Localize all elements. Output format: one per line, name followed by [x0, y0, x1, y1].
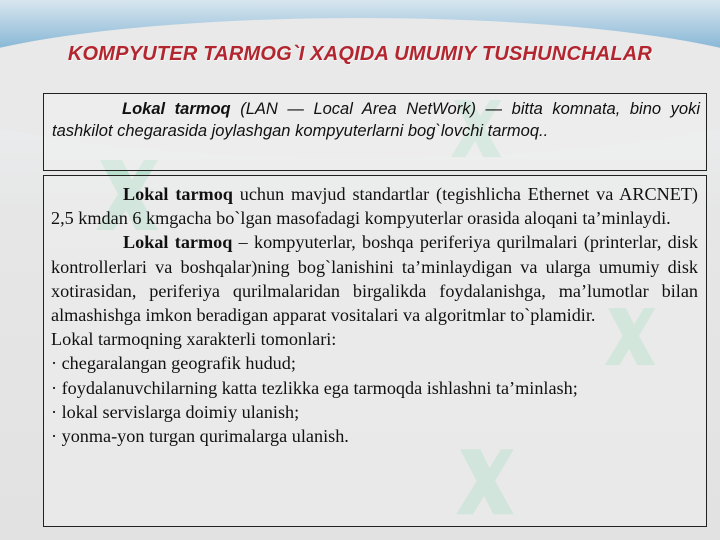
content-box	[43, 175, 707, 527]
paragraph-text: – kompyuterlar, boshqa periferiya qurilmalari (printerlar, disk kontrollerlari va boshqalar)ning bog`lanishini ta’minlaydigan va ularga umumiy disk xotirasidan, periferiya qurilmalaridan birgalikda foydalanishga, ma’lumotlar bilan almashishga imkon beradigan apparat vositalari va algoritmlar to`plamidir.	[51, 232, 698, 326]
definition-box	[43, 93, 707, 171]
paragraph-standards	[51, 182, 698, 230]
definition-text: (LAN — Local Area NetWork) — bitta komnata, bino yoki tashkilot chegarasida joylashgan kompyuterlarni bog`lovchi tarmoq..	[52, 100, 700, 140]
paragraph-text: uchun mavjud standartlar (tegishlicha Ethernet va ARCNET) 2,5 kmdan 6 kmgacha bo`lgan masofadagi kompyuterlar orasida aloqani ta’minlaydi.	[51, 184, 698, 229]
paragraph-definition	[51, 230, 698, 327]
feature-item: · chegaralangan geografik hudud;	[51, 353, 296, 374]
feature-item: · lokal servislarga doimiy ulanish;	[51, 401, 300, 422]
definition-term: Lokal tarmoq	[122, 100, 231, 118]
feature-item: · foydalanuvchilarning katta tezlikka ega tarmoqda ishlashni ta’minlash;	[51, 377, 578, 398]
feature-item: · yonma-yon turgan qurimalarga ulanish.	[51, 426, 349, 447]
slide-title: KOMPYUTER TARMOG`I XAQIDA UMUMIY TUSHUNCHALAR	[67, 43, 653, 65]
features-heading: Lokal tarmoqning xarakterli tomonlari:	[51, 329, 337, 350]
paragraph-term: Lokal tarmoq	[123, 232, 233, 253]
paragraph-term: Lokal tarmoq	[123, 184, 233, 204]
